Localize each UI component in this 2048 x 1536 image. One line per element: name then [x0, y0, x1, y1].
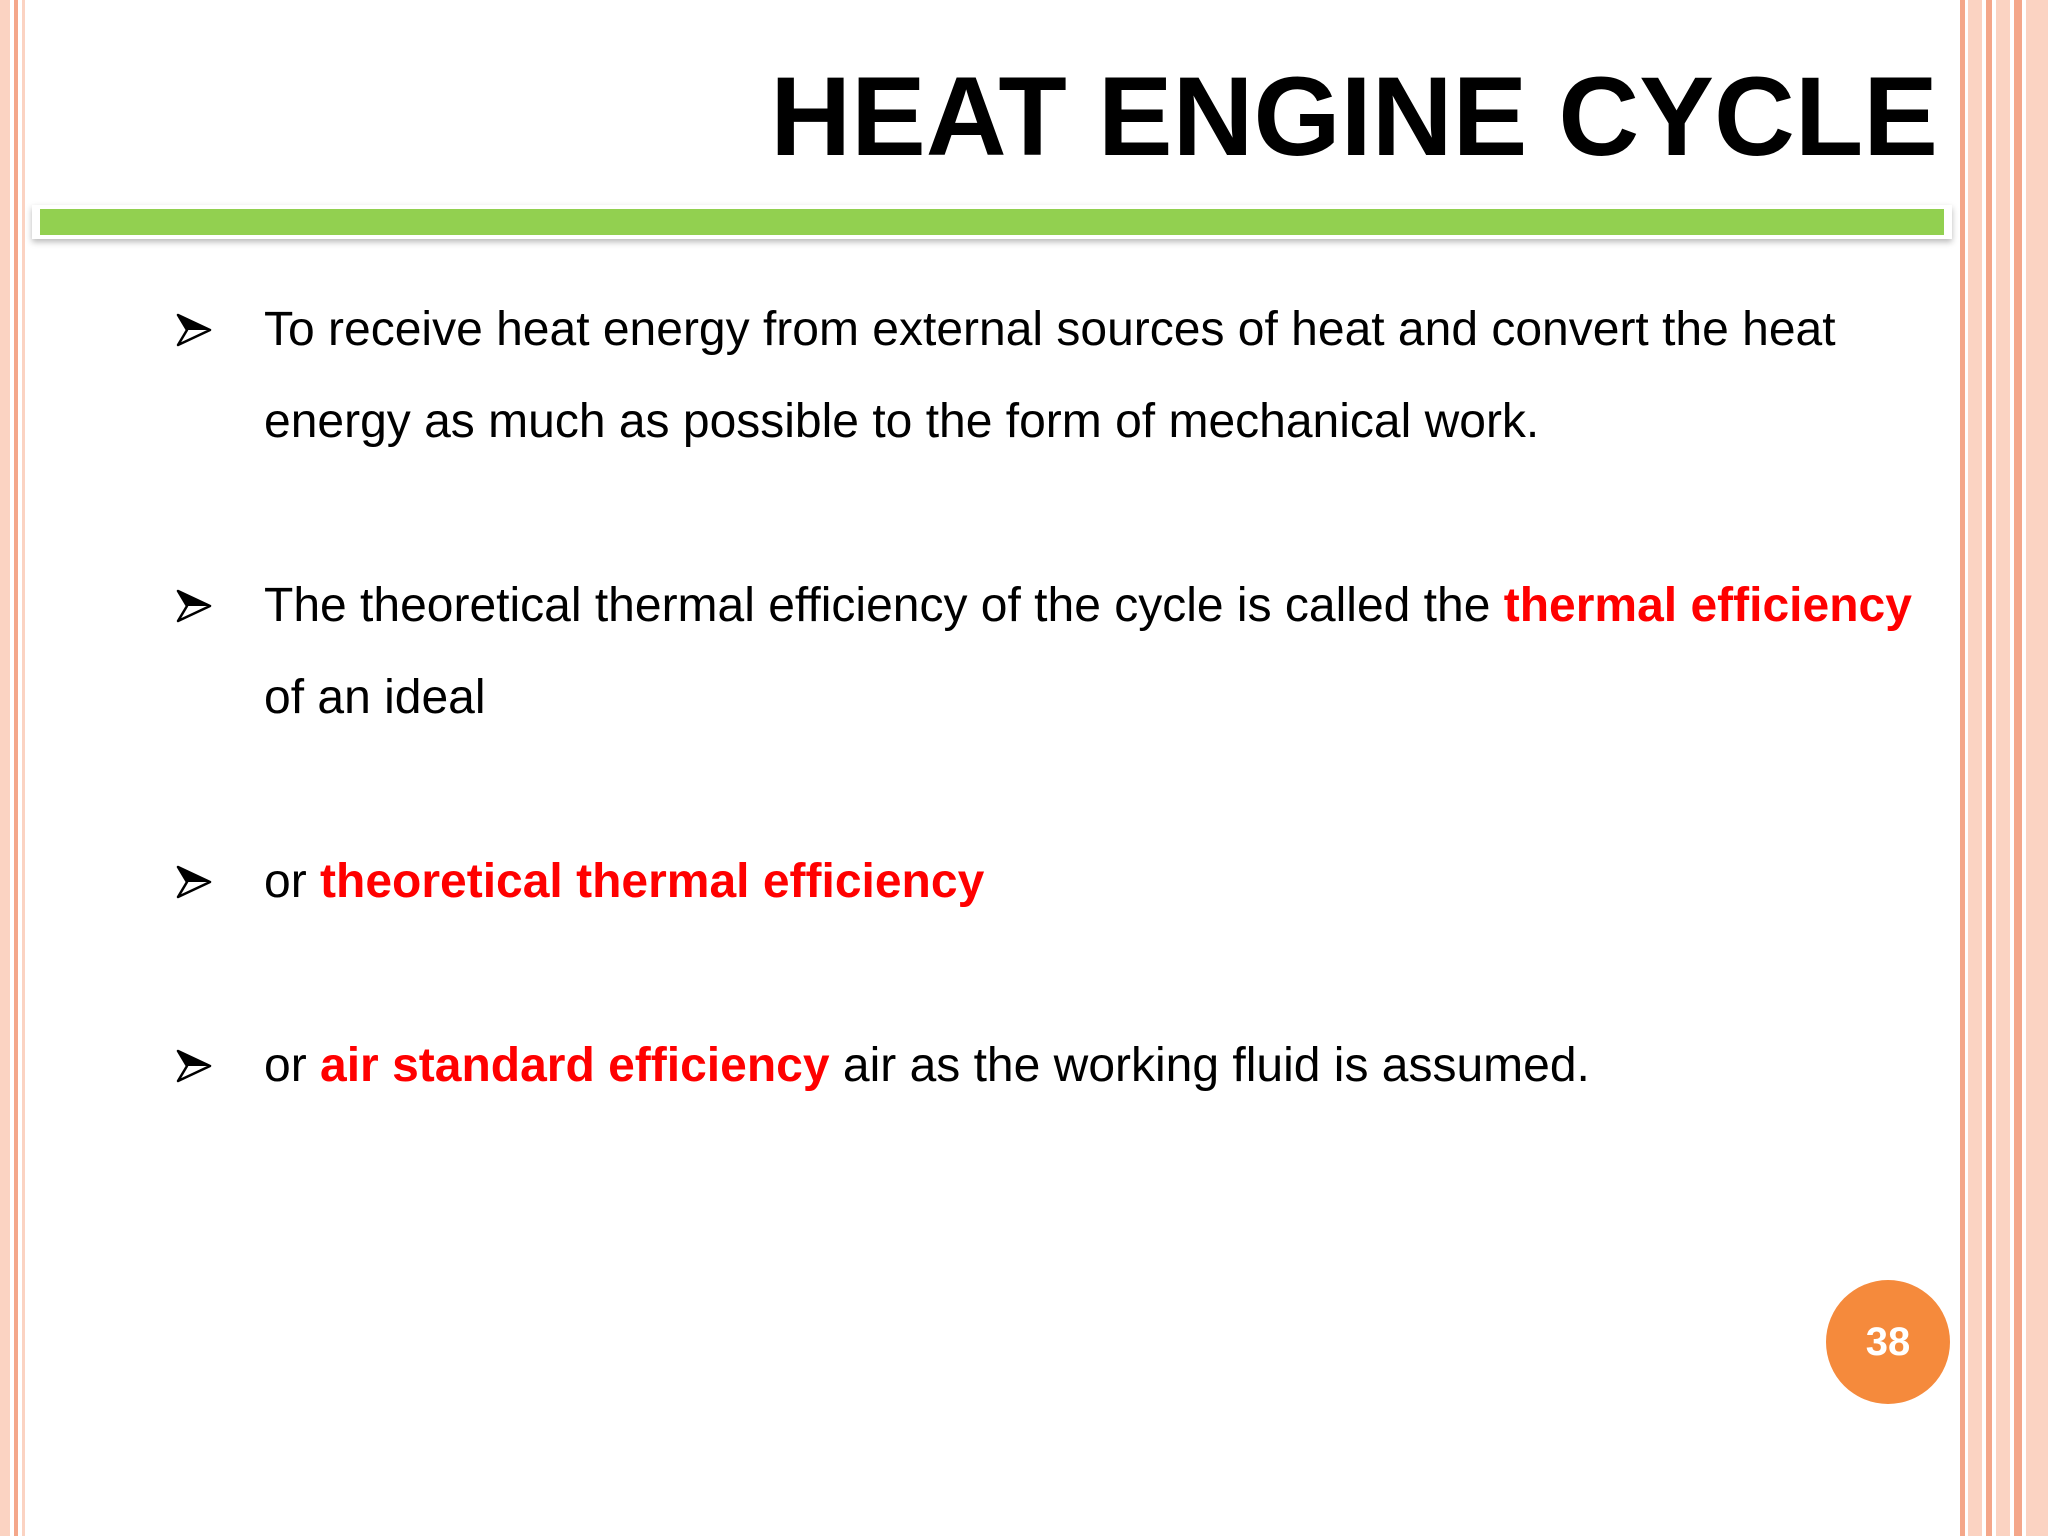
- bullet-text: [264, 560, 1924, 744]
- left-border-stripe: [0, 0, 10, 1536]
- bullet-text: [264, 1020, 1924, 1112]
- right-border-stripe: [2026, 0, 2048, 1536]
- bullet-text-plain: or: [264, 1039, 321, 1092]
- arrowhead-bullet-icon: [164, 836, 224, 928]
- bullet-text: To receive heat energy from external sources of heat and convert the heat energy as much as possible to the form of mechanical work.: [264, 303, 1836, 448]
- right-border-stripe: [1986, 0, 1992, 1536]
- right-border-stripe: [1996, 0, 2010, 1536]
- right-border-stripe: [2014, 0, 2022, 1536]
- slide-title: HEAT ENGINE CYCLE: [770, 54, 1938, 179]
- bullet-text-plain: The theoretical thermal efficiency of the cycle is called the: [264, 579, 1504, 632]
- title-underline-fill: [40, 209, 1944, 235]
- bullet-text-plain: of an ideal: [264, 671, 486, 724]
- bullet-text-plain: or: [264, 855, 321, 908]
- title-underline-bar: [32, 205, 1952, 239]
- page-number-badge: 38: [1826, 1280, 1950, 1404]
- bullet-text-plain: air as the working fluid is assumed.: [829, 1039, 1590, 1092]
- right-border-stripe: [1968, 0, 1982, 1536]
- highlight-term: air standard efficiency: [320, 1039, 830, 1092]
- left-border-stripe: [14, 0, 18, 1536]
- arrowhead-bullet-icon: [164, 1020, 224, 1112]
- highlight-term: theoretical thermal efficiency: [320, 855, 985, 908]
- arrowhead-bullet-icon: [164, 560, 224, 652]
- left-border-stripe: [22, 0, 25, 1536]
- highlight-term: thermal efficiency: [1503, 579, 1912, 632]
- bullet-text: [264, 836, 1924, 928]
- arrowhead-bullet-icon: [164, 284, 224, 376]
- right-border-stripe: [1960, 0, 1965, 1536]
